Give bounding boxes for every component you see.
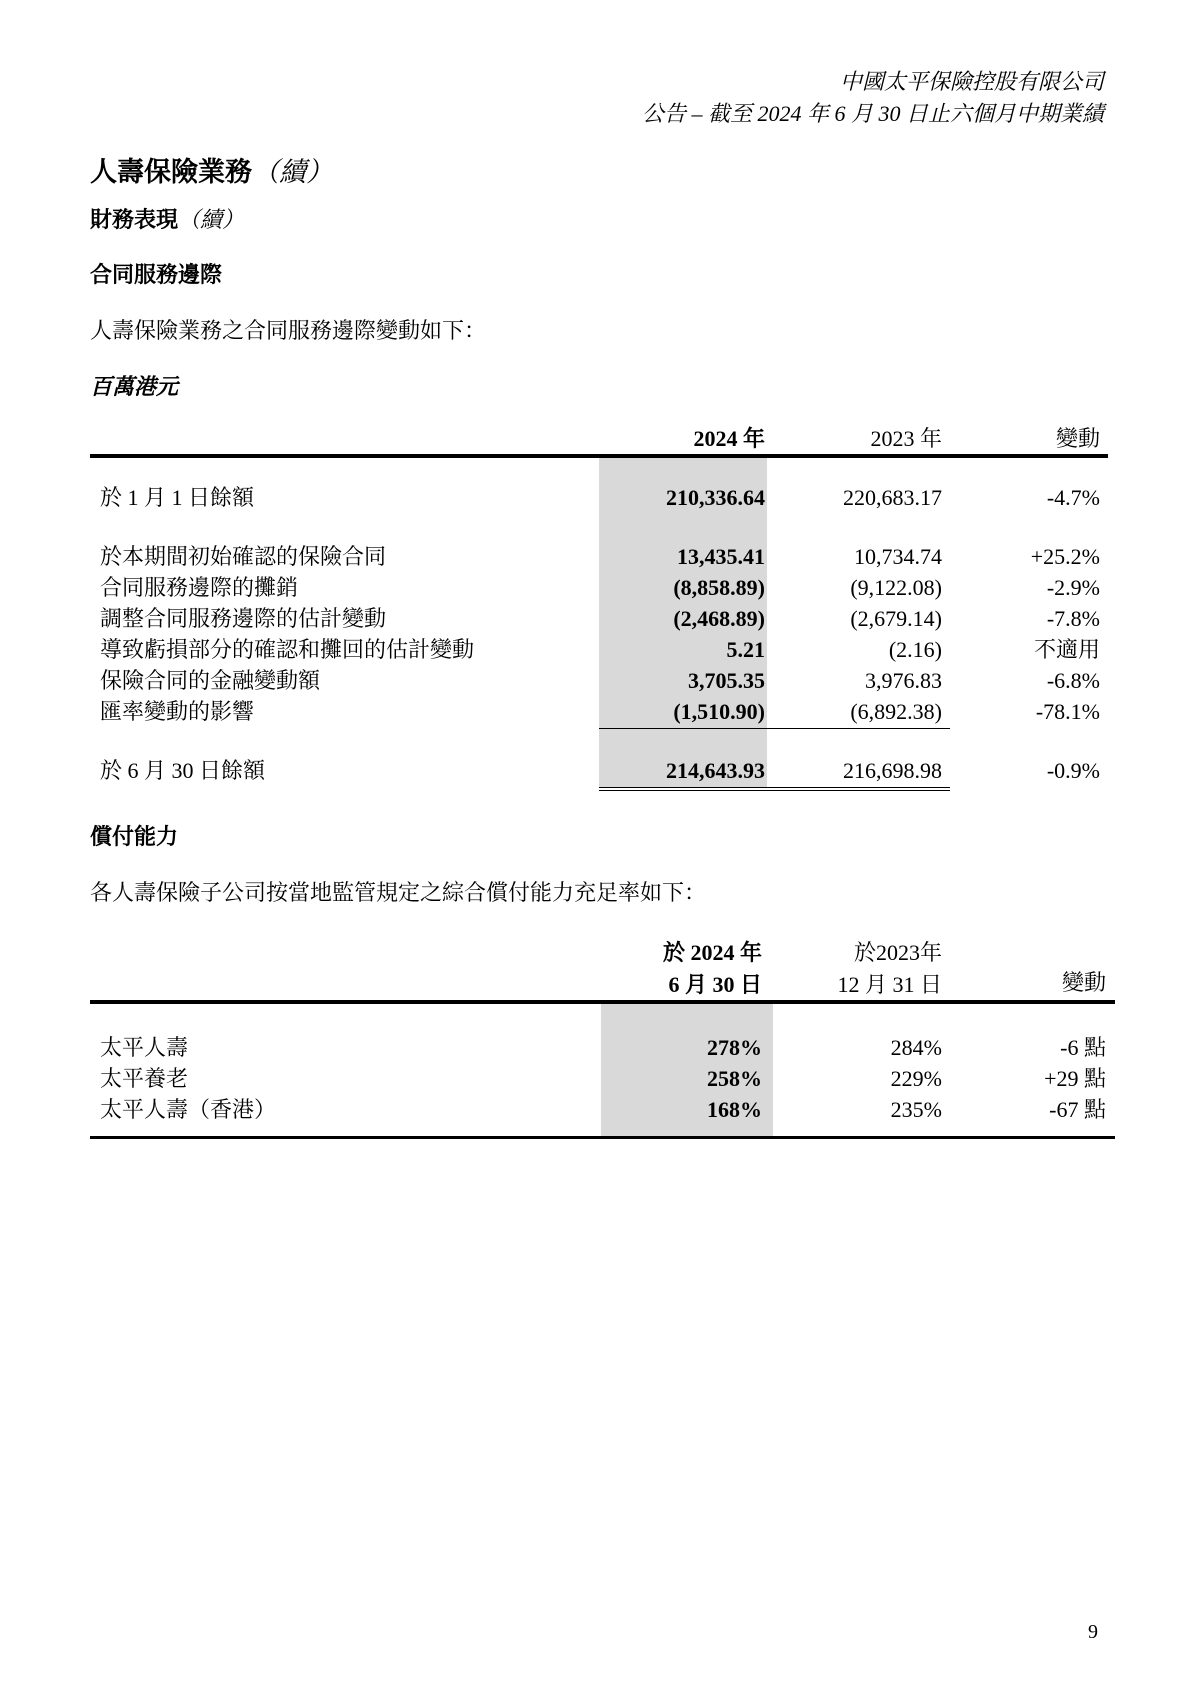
value-2023: (9,122.08): [850, 575, 942, 600]
opening-balance-row: [0, 482, 1190, 513]
table-row: [0, 1094, 1190, 1125]
value-2024: 258%: [707, 1066, 762, 1091]
section-title: [90, 150, 333, 189]
value-2024: 5.21: [726, 637, 765, 662]
subtotal-rule: [599, 728, 950, 729]
row-label: 於本期間初始確認的保險合同: [100, 544, 387, 569]
table-row: [0, 1032, 1190, 1063]
unit-label: 百萬港元: [90, 374, 179, 399]
company-name: 中國太平保險控股有限公司: [839, 69, 1104, 94]
solvency-title: 償付能力: [90, 824, 179, 849]
value-2024: (8,858.89): [673, 575, 765, 600]
row-label: 導致虧損部分的確認和攤回的估計變動: [100, 637, 475, 662]
value-change: -78.1%: [1035, 699, 1100, 724]
table-row: [0, 1063, 1190, 1094]
value-2023: (6,892.38): [850, 699, 942, 724]
section-title-suffix: （續）: [252, 157, 333, 187]
csm-intro: 人壽保險業務之合同服務邊際變動如下：: [90, 318, 487, 343]
value-2024: (2,468.89): [673, 606, 765, 631]
table-row: [0, 665, 1190, 696]
row-label: 太平人壽: [100, 1035, 189, 1060]
row-label: 太平養老: [100, 1066, 189, 1091]
col-header-2023-line1: 於2023年: [853, 940, 942, 965]
value-2023: (2.16): [888, 637, 942, 662]
value-2024: 214,643.93: [666, 758, 765, 783]
header-rule: [90, 1000, 1115, 1004]
value-change: -4.7%: [1046, 485, 1100, 510]
value-2024: 278%: [707, 1035, 762, 1060]
table-row: [0, 572, 1190, 603]
value-2023: 229%: [890, 1066, 942, 1091]
row-label: 太平人壽（香港）: [100, 1097, 277, 1122]
value-2024: 13,435.41: [677, 544, 765, 569]
value-change: -2.9%: [1046, 575, 1100, 600]
page-number: 9: [1088, 1621, 1098, 1643]
csm-title: 合同服務邊際: [90, 262, 223, 287]
subsection-title-text: 財務表現: [90, 207, 179, 232]
value-2023: 3,976.83: [865, 668, 942, 693]
table-row: [0, 696, 1190, 727]
value-2024: 210,336.64: [666, 485, 765, 510]
col-header-2024-line2: 6 月 30 日: [668, 972, 762, 997]
col-header-2024-line1: 於 2024 年: [662, 940, 762, 965]
announcement-title: 公告 – 截至 2024 年 6 月 30 日止六個月中期業績: [641, 101, 1104, 126]
col-header-2023-line2: 12 月 31 日: [837, 972, 942, 997]
subsection-title: [90, 203, 244, 234]
subsection-title-suffix: （續）: [178, 207, 245, 232]
value-2024: 3,705.35: [688, 668, 765, 693]
col-header-2024: 2024 年: [693, 426, 765, 451]
table-row: [0, 541, 1190, 572]
value-change: +25.2%: [1030, 544, 1100, 569]
value-change: -6 點: [1060, 1035, 1106, 1060]
row-label: 合同服務邊際的攤銷: [100, 575, 299, 600]
value-2023: 216,698.98: [843, 758, 942, 783]
col-header-2023: 2023 年: [870, 426, 942, 451]
value-2024: (1,510.90): [673, 699, 765, 724]
row-label: 匯率變動的影響: [100, 699, 255, 724]
value-change: 不適用: [1033, 637, 1100, 662]
header-rule: [90, 454, 1108, 458]
closing-balance-row: [0, 755, 1190, 786]
table-row: [0, 603, 1190, 634]
value-2023: (2,679.14): [850, 606, 942, 631]
value-change: +29 點: [1044, 1066, 1106, 1091]
value-2023: 284%: [890, 1035, 942, 1060]
total-rule-bottom: [599, 790, 950, 791]
value-2023: 220,683.17: [843, 485, 942, 510]
value-change: -67 點: [1049, 1097, 1106, 1122]
value-change: -7.8%: [1046, 606, 1100, 631]
col-header-change: 變動: [1061, 970, 1106, 995]
section-title-text: 人壽保險業務: [90, 157, 252, 187]
row-label: 保險合同的金融變動額: [100, 668, 321, 693]
row-label: 於 1 月 1 日餘額: [100, 485, 255, 510]
col-header-change: 變動: [1055, 426, 1100, 451]
solvency-intro: 各人壽保險子公司按當地監管規定之綜合償付能力充足率如下：: [90, 880, 707, 905]
total-rule-top: [599, 787, 950, 788]
value-2023: 235%: [890, 1097, 942, 1122]
value-change: -0.9%: [1046, 758, 1100, 783]
row-label: 調整合同服務邊際的估計變動: [100, 606, 387, 631]
value-change: -6.8%: [1046, 668, 1100, 693]
row-label: 於 6 月 30 日餘額: [100, 758, 266, 783]
bottom-rule: [90, 1136, 1115, 1139]
value-2024: 168%: [707, 1097, 762, 1122]
table-row: [0, 634, 1190, 665]
value-2023: 10,734.74: [854, 544, 942, 569]
